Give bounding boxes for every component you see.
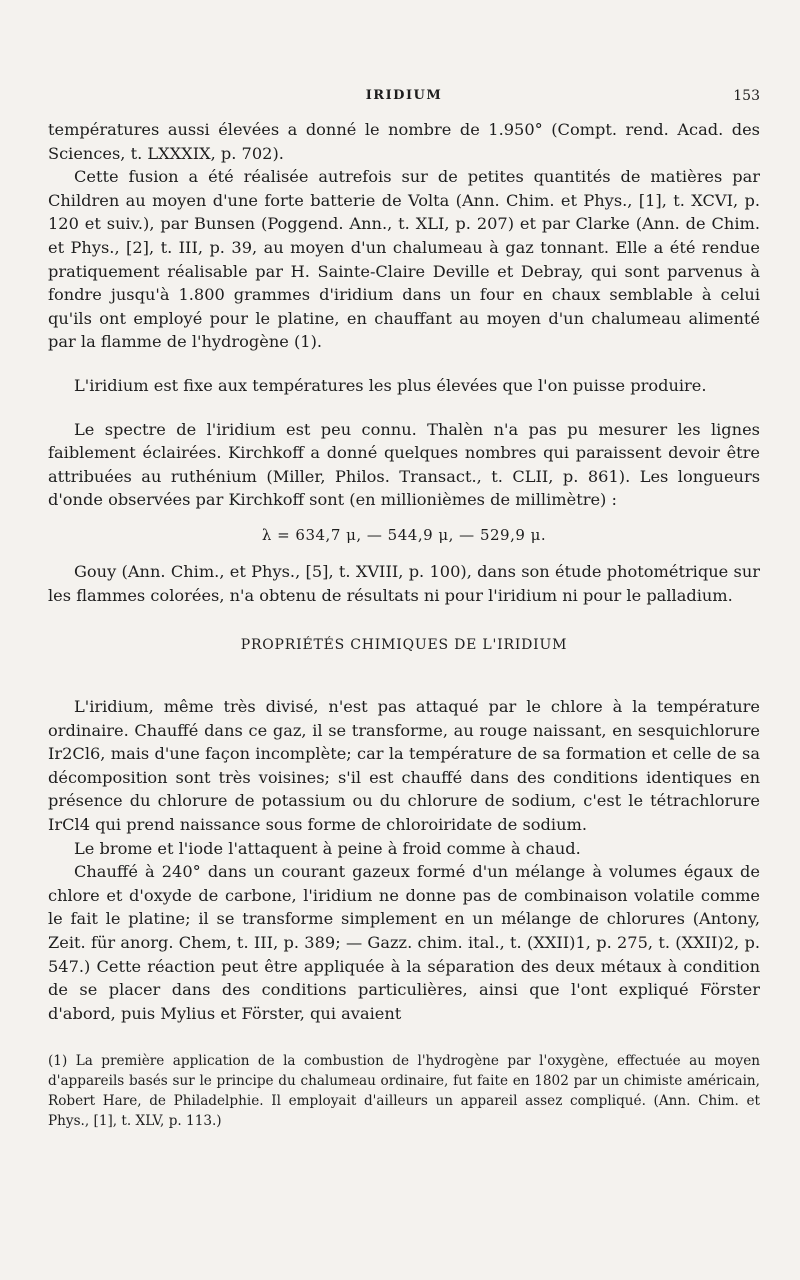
wavelength-formula: λ = 634,7 μ, — 544,9 μ, — 529,9 μ.	[261, 525, 547, 544]
paragraph-7: Le brome et l'iode l'attaquent à peine à froid comme à chaud.	[74, 838, 581, 858]
footnote: (1) La première application de la combustion de l'hydrogène par l'oxygène, effectuée au moyen d'appareils basés sur le principe du chalumeau ordinaire, fut faite en 1802 par un chimiste américain, Robert Hare, de Philadelphie. Il employait d'ailleurs un appareil assez compliqué. (Ann. Chim. et Phys., [1], t. XLV, p. 113.)	[48, 1053, 760, 1130]
page-number: 153	[733, 88, 760, 104]
paragraph-2: Cette fusion a été réalisée autrefois sur de petites quantités de matières par Children au moyen d'une forte batterie de Volta (Ann. Chim. et Phys., [1], t. XCVI, p. 120 et suiv.), par Bunsen (Poggend. Ann., t. XLI, p. 207) et par Clarke (Ann. de Chim. et Phys., [2], t. III, p. 39, au moyen d'un chalumeau à gaz tonnant. Elle a été rendue pratiquement réalisable par H. Sainte-Claire Deville et Debray, qui sont parvenus à fondre jusqu'à 1.800 grammes d'iridium dans un four en chaux semblable à celui qu'ils ont employé pour le platine, en chauffant au moyen d'un chalumeau alimenté par la flamme de l'hydrogène (1).	[48, 167, 760, 352]
paragraph-8: Chauffé à 240° dans un courant gazeux formé d'un mélange à volumes égaux de chlore et d'oxyde de carbone, l'iridium ne donne pas de combinaison volatile comme le fait le platine; il se transforme simplement en un mélange de chlorures (Antony, Zeit. für anorg. Chem, t. III, p. 389; — Gazz. chim. ital., t. (XXII)1, p. 275, t. (XXII)2, p. 547.) Cette réaction peut être appliquée à la séparation des deux métaux à condition de se placer dans des conditions particulières, ainsi que l'ont expliqué Förster d'abord, puis Mylius et Förster, qui avaient	[48, 862, 760, 1023]
running-head: IRIDIUM	[365, 88, 443, 103]
book-page	[48, 88, 760, 1131]
page-header	[48, 88, 760, 118]
paragraph-4: Le spectre de l'iridium est peu connu. Thalèn n'a pas pu mesurer les lignes faiblement éclairées. Kirchkoff a donné quelques nombres qui paraissent devoir être attribuées au ruthénium (Miller, Philos. Transact., t. CLII, p. 861). Les longueurs d'onde observées par Kirchkoff sont (en millionièmes de millimètre) :	[48, 419, 760, 510]
paragraph-6: L'iridium, même très divisé, n'est pas attaqué par le chlore à la température ordinaire. Chauffé dans ce gaz, il se transforme, au rouge naissant, en sesquichlorure Ir2Cl6, mais d'une façon incomplète; car la température de sa formation et celle de sa décomposition sont très voisines; s'il est chauffé dans des conditions identiques en présence du chlorure de potassium ou du chlorure de sodium, c'est le tétrachlorure IrCl4 qui prend naissance sous forme de chloroiridate de sodium.	[48, 697, 760, 835]
paragraph-5: Gouy (Ann. Chim., et Phys., [5], t. XVIII, p. 100), dans son étude photométrique sur les flammes colorées, n'a obtenu de résultats ni pour l'iridium ni pour le palladium.	[48, 561, 760, 605]
paragraph-3: L'iridium est fixe aux températures les plus élevées que l'on puisse produire.	[74, 375, 707, 395]
paragraph-1: températures aussi élevées a donné le nombre de 1.950° (Compt. rend. Acad. des Sciences, t. LXXXIX, p. 702).	[48, 120, 760, 163]
section-title: PROPRIÉTÉS CHIMIQUES DE L'IRIDIUM	[240, 637, 568, 654]
